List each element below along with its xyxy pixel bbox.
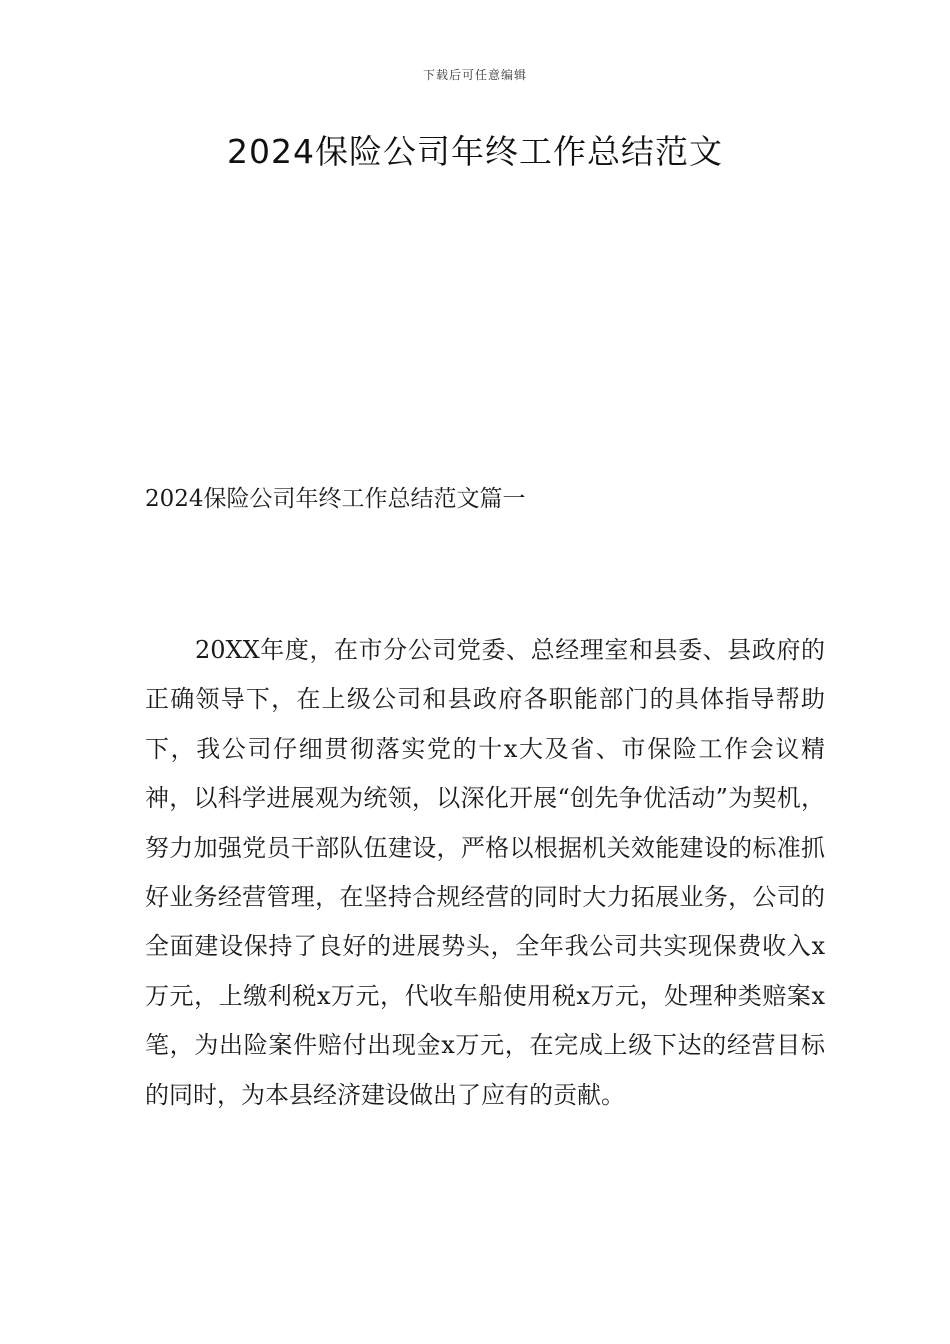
section-heading: 2024保险公司年终工作总结范文篇一 (145, 486, 526, 512)
header-note: 下载后可任意编辑 (422, 68, 527, 82)
document-title: 2024保险公司年终工作总结范文 (227, 132, 723, 171)
body-paragraph: 20XX年度，在市分公司党委、总经理室和县委、县政府的正确领导下，在上级公司和县政府各职能部门的具体指导帮助下，我公司仔细贯彻落实党的十x大及省、市保险工作会议精神，以科学进展观为统领，以深化开展“创先争优活动”为契机，努力加强党员干部队伍建设，严格以根据机关效能建设的标准抓好业务经营管理，在坚持合规经营的同时大力拓展业务，公司的全面建设保持了良好的进展势头，全年我公司共实现保费收入x万元，上缴利税x万元，代收车船使用税x万元，处理种类赔案x笔，为出险案件赔付出现金x万元，在完成上级下达的经营目标的同时，为本县经济建设做出了应有的贡献。 (145, 636, 825, 1109)
